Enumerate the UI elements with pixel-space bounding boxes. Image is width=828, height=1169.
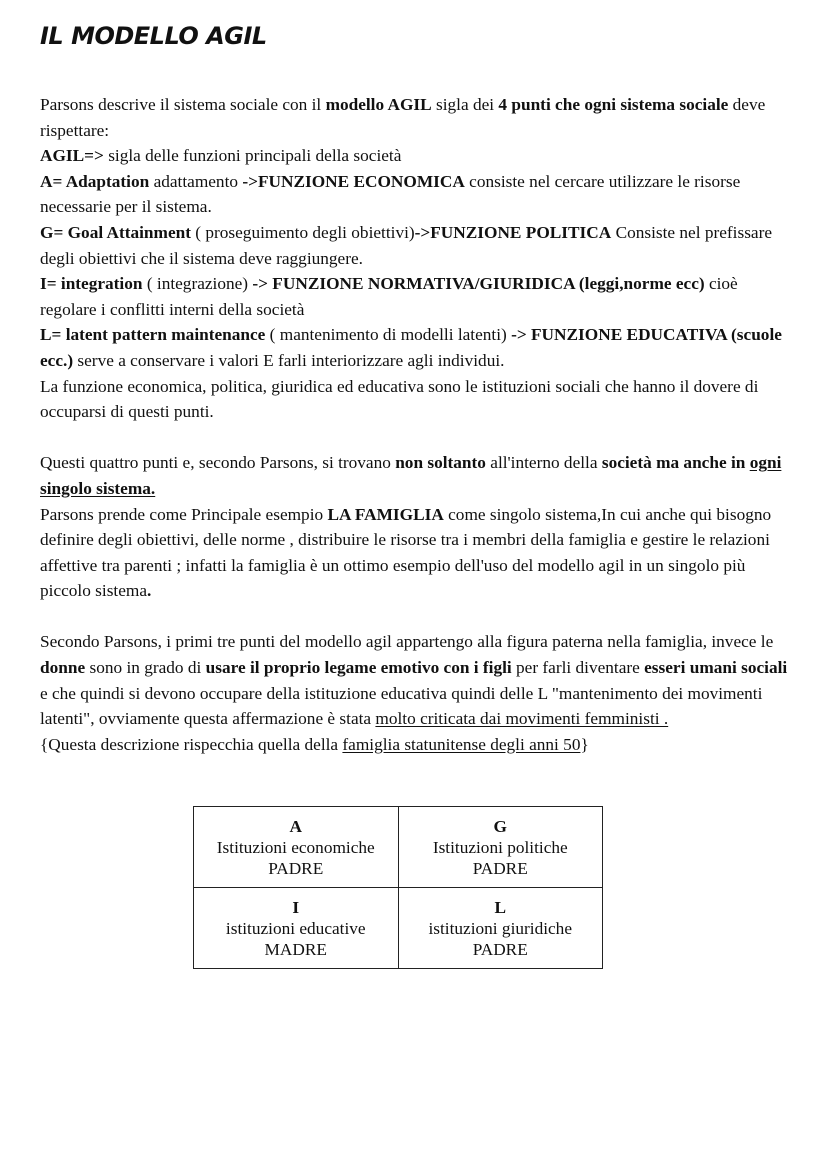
cell-goal-attainment: G Istituzioni politiche PADRE — [398, 807, 603, 888]
roles-paragraph: Secondo Parsons, i primi tre punti del modello agil appartengo alla figura paterna nella famiglia, invece le donne sono in grado di usare il proprio legame emotivo con i figli per farli diventare esseri umani sociali e che quindi si devono occupare della istituzione educativa quindi delle L "mantenimento dei movimenti latenti", ovviamente questa affermazione è stata molto criticata dai movimenti femministi . — [40, 632, 788, 729]
four-points-paragraph: Questi quattro punti e, secondo Parsons, si trovano non soltanto all'interno della società ma anche in ogni singolo sistema. — [40, 453, 782, 498]
summary-line: La funzione economica, politica, giuridica ed educativa sono le istituzioni sociali che hanno il dovere di occuparsi di questi punti. — [40, 376, 759, 422]
spacer — [40, 425, 798, 451]
cell-latent-pattern: L istituzioni giuridiche PADRE — [398, 888, 603, 969]
latent-pattern-line: L= latent pattern maintenance ( mantenimento di modelli latenti) -> FUNZIONE EDUCATIVA (scuole ecc.) serve a conservare i valori E farli interiorizzare agli individui. — [40, 325, 782, 370]
spacer — [40, 604, 798, 630]
agil-table — [193, 806, 603, 969]
agil-definition: AGIL=> sigla delle funzioni principali della società — [40, 146, 402, 166]
family-paragraph: Parsons prende come Principale esempio LA FAMIGLIA come singolo sistema,In cui anche qui bisogno definire degli obiettivi, delle norme , distribuire le risorse tra i membri della famiglia e gestire le relazioni affettive tra parenti ; infatti la famiglia è un ottimo esempio dell'uso del modello agil in un singolo più piccolo sistema. — [40, 504, 772, 601]
goal-attainment-line: G= Goal Attainment ( proseguimento degli obiettivi)->FUNZIONE POLITICA Consiste nel prefissare degli obiettivi che il sistema deve raggiungere. — [40, 222, 773, 268]
page-title: IL MODELLO AGIL — [40, 22, 267, 50]
table-row — [194, 888, 603, 969]
document-body — [40, 92, 798, 757]
intro-paragraph: Parsons descrive il sistema sociale con il modello AGIL sigla dei 4 punti che ogni sistema sociale deve rispettare: — [40, 95, 766, 140]
cell-adaptation: A Istituzioni economiche PADRE — [194, 807, 399, 888]
note-line: {Questa descrizione rispecchia quella della famiglia statunitense degli anni 50} — [40, 734, 589, 754]
cell-integration: I istituzioni educative MADRE — [194, 888, 399, 969]
adaptation-line: A= Adaptation adattamento ->FUNZIONE ECONOMICA consiste nel cercare utilizzare le risorse necessarie per il sistema. — [40, 171, 741, 217]
integration-line: I= integration ( integrazione) -> FUNZIONE NORMATIVA/GIURIDICA (leggi,norme ecc) cioè regolare i conflitti interni della società — [40, 274, 738, 319]
table-row — [194, 807, 603, 888]
